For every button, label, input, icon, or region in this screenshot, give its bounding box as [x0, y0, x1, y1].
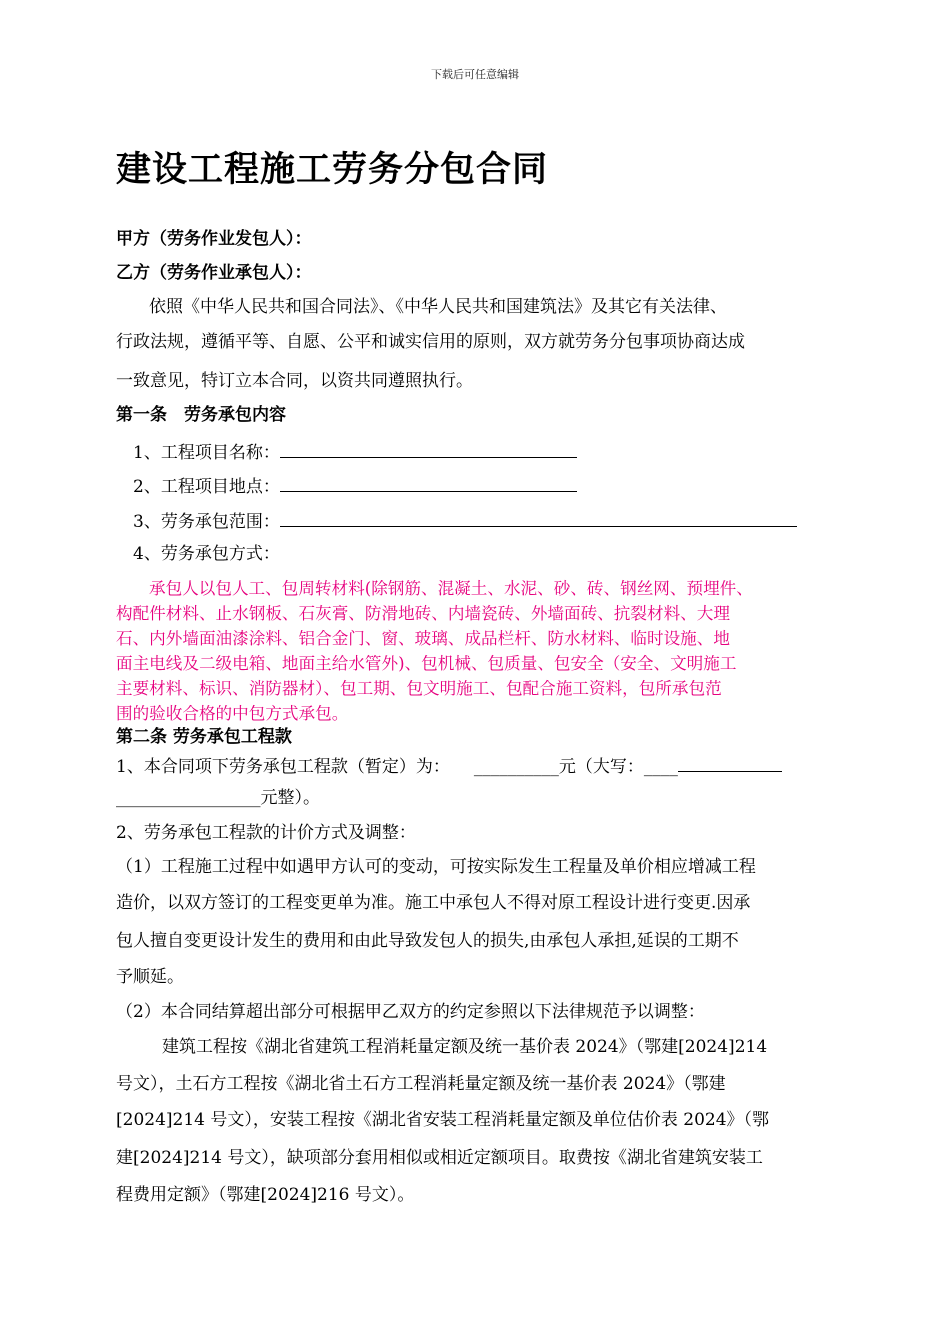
- clause-1-line-2: 造价，以双方签订的工程变更单为准。施工中承包人不得对原工程设计进行变更.因承: [116, 893, 751, 913]
- standards-line-2: 号文），土石方工程按《湖北省土石方工程消耗量定额及统一基价表 2024》（鄂建: [116, 1074, 726, 1094]
- clause-1-line-4: 予顺延。: [116, 967, 184, 987]
- price-amount-blank: __________: [473, 757, 559, 777]
- method-line-5: 主要材料、标识、消防器材）、包工期、包文明施工、包配合施工资料，包所承包范: [116, 679, 722, 698]
- method-line-6: 围的验收合格的中包方式承包。: [116, 704, 349, 723]
- clause-1-line-3: 包人擅自变更设计发生的费用和由此导致发包人的损失,由承包人承担,延误的工期不: [116, 931, 739, 951]
- standards-line-5: 程费用定额》（鄂建[2024]216 号文）。: [116, 1185, 415, 1205]
- price-line: [116, 753, 782, 778]
- method-line-2: 构配件材料、止水钢板、石灰膏、防滑地砖、内墙瓷砖、外墙面砖、抗裂材料、大理: [116, 604, 730, 623]
- price-words-blank-b: [678, 753, 782, 772]
- price-line-cont: [116, 787, 320, 809]
- method-line-3: 石、内外墙面油漆涂料、铝合金门、窗、玻璃、成品栏杆、防水材料、临时设施、地: [116, 629, 730, 648]
- pricing-title: 2、劳务承包工程款的计价方式及调整：: [116, 823, 416, 843]
- price-words-blank-c: _________________: [116, 788, 261, 808]
- page-header-note: 下载后可任意编辑: [431, 68, 519, 81]
- item-scope: [133, 508, 797, 533]
- price-words-suffix: 元整）。: [260, 788, 320, 808]
- clause-2: （2）本合同结算超出部分可根据甲乙双方的约定参照以下法律规范予以调整：: [116, 1002, 705, 1022]
- standards-line-3: [2024]214 号文），安装工程按《湖北省安装工程消耗量定额及单位估价表 2024》（鄂: [116, 1110, 770, 1130]
- item-project-name: [133, 439, 577, 464]
- standards-line-1: 建筑工程按《湖北省建筑工程消耗量定额及统一基价表 2024》（鄂建[2024]214: [162, 1037, 768, 1057]
- article-2-heading: 第二条 劳务承包工程款: [116, 727, 292, 747]
- clause-1-line-1: （1）工程施工过程中如遇甲方认可的变动，可按实际发生工程量及单价相应增减工程: [116, 857, 756, 877]
- standards-line-4: 建[2024]214 号文），缺项部分套用相似或相近定额项目。取费按《湖北省建筑安装工: [116, 1148, 763, 1168]
- item-method-label: 4、劳务承包方式：: [133, 544, 280, 564]
- project-location-blank: [280, 473, 577, 492]
- party-a-label: 甲方（劳务作业发包人）：: [116, 229, 312, 249]
- article-1-heading: 第一条 劳务承包内容: [116, 405, 286, 425]
- scope-blank: [280, 508, 797, 527]
- price-line-label: 1、本合同项下劳务承包工程款（暂定）为：: [116, 757, 450, 777]
- preamble-line-2: 行政法规，遵循平等、自愿、公平和诚实信用的原则，双方就劳务分包事项协商达成: [116, 332, 745, 352]
- item-project-location: [133, 473, 577, 498]
- party-b-label: 乙方（劳务作业承包人）：: [116, 263, 312, 283]
- item-project-name-label: 1、工程项目名称：: [133, 443, 280, 463]
- item-project-location-label: 2、工程项目地点：: [133, 477, 280, 497]
- method-line-1: 承包人以包人工、包周转材料(除钢筋、混凝土、水泥、砂、砖、钢丝网、预埋件、: [149, 579, 753, 598]
- preamble-line-1: 依照《中华人民共和国合同法》、《中华人民共和国建筑法》及其它有关法律、: [149, 297, 727, 317]
- project-name-blank: [280, 439, 577, 458]
- method-line-4: 面主电线及二级电箱、地面主给水管外)、包机械、包质量、包安全（安全、文明施工: [116, 654, 737, 673]
- contract-title: 建设工程施工劳务分包合同: [116, 149, 549, 190]
- preamble-line-3: 一致意见，特订立本合同，以资共同遵照执行。: [116, 371, 473, 391]
- price-words-blank-a: ____: [643, 757, 678, 777]
- price-unit-label: 元（大写：: [558, 757, 644, 777]
- item-scope-label: 3、劳务承包范围：: [133, 512, 280, 532]
